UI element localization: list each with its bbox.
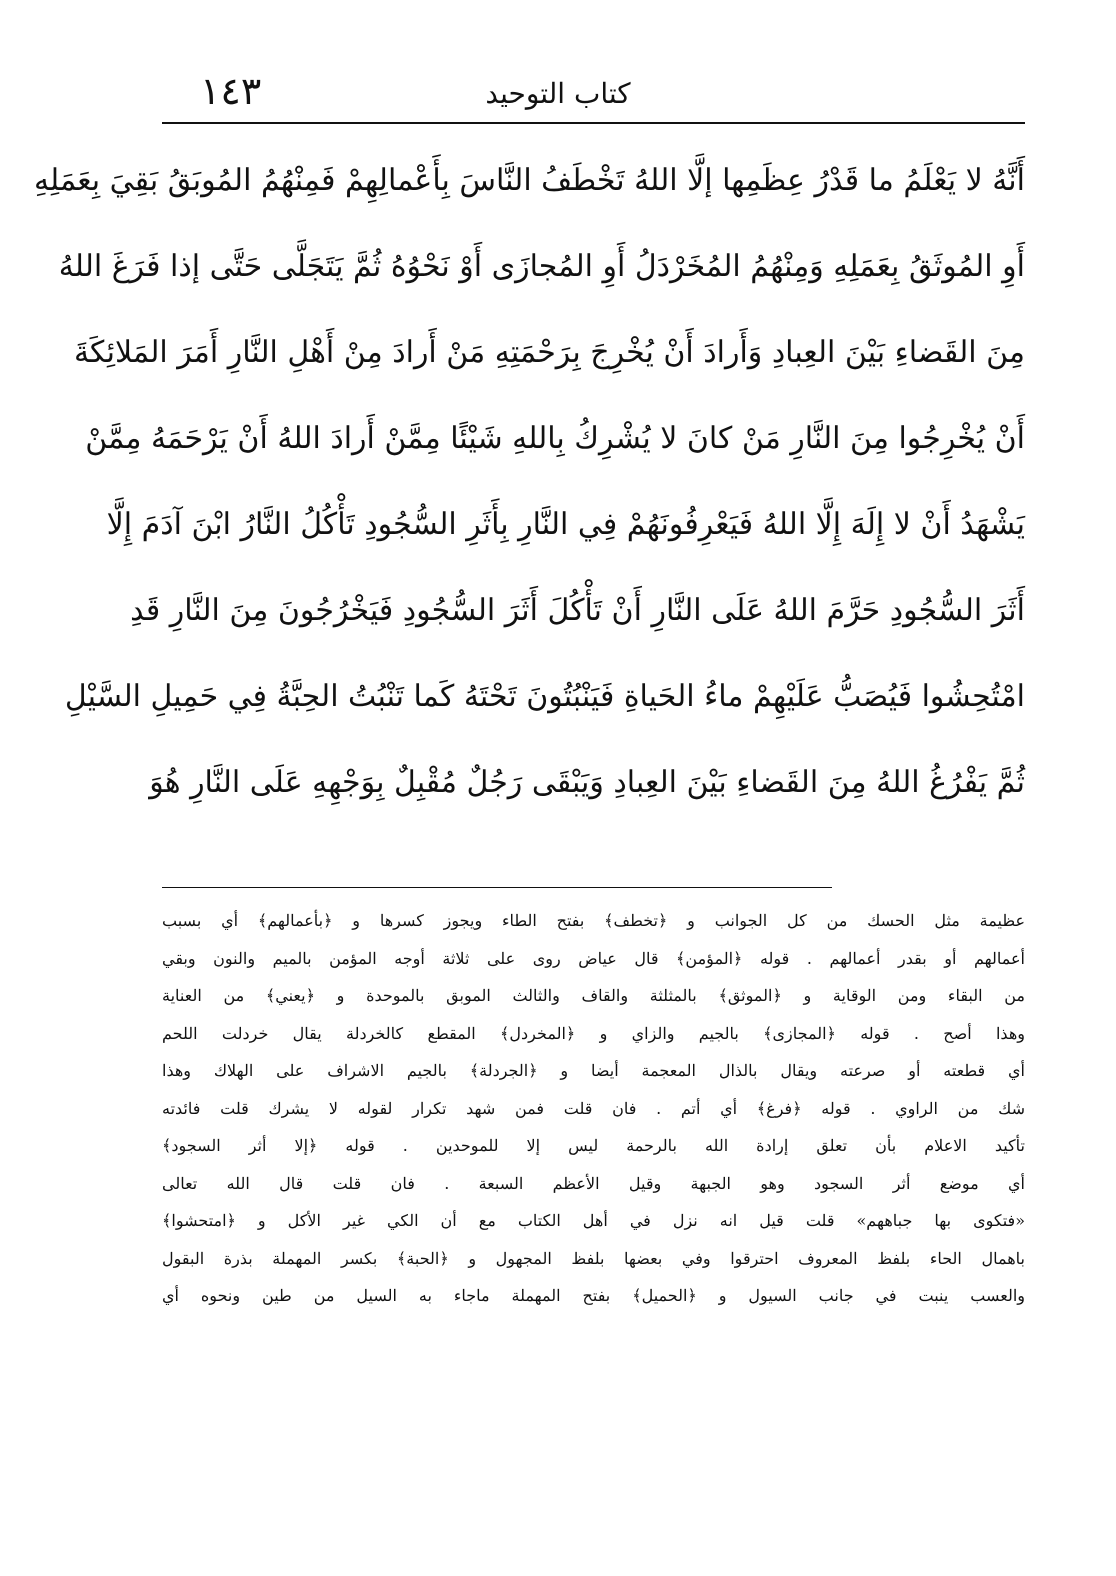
footnote-line: أي قطعته أو صرعته ويقال بالذال المعجمة أيضا و ﴿الجردلة﴾ بالجيم الاشراف على الهلاك وهذا bbox=[162, 1061, 1025, 1080]
main-text-line: امْتُحِشُوا فَيُصَبُّ عَلَيْهِمْ ماءُ الحَياةِ فَيَنْبُتُونَ تَحْتَهُ كَما تَنْبُتُ الحِبَّةُ فِي حَمِيلِ السَّيْلِ bbox=[64, 679, 1025, 714]
main-text-line: أَنَّهُ لا يَعْلَمُ ما قَدْرُ عِظَمِها إلَّا اللهُ تَخْطَفُ النَّاسَ بِأَعْمالِهِمْ فَمِنْهُمُ المُوبَقُ بَقِيَ بِعَمَلِهِ bbox=[33, 163, 1025, 198]
header-rule bbox=[162, 122, 1025, 124]
footnote-line: عظيمة مثل الحسك من كل الجوانب و ﴿تخطف﴾ بفتح الطاء ويجوز كسرها و ﴿بأعمالهم﴾ أي بسبب bbox=[162, 911, 1025, 930]
page-number: ١٤٣ bbox=[200, 69, 262, 113]
footnote-line: «فتكوى بها جباههم» قلت قيل انه نزل في أهل الكتاب مع أن الكي غير الأكل و ﴿امتحشوا﴾ bbox=[162, 1211, 1025, 1230]
main-text-line: مِنَ القَضاءِ بَيْنَ العِبادِ وَأَرادَ أَنْ يُخْرِجَ بِرَحْمَتِهِ مَنْ أَرادَ مِنْ أَهْلِ النَّارِ أَمَرَ المَلائِكَةَ bbox=[73, 335, 1025, 370]
main-text-line: يَشْهَدُ أَنْ لا إِلَهَ إِلَّا اللهُ فَيَعْرِفُونَهُمْ فِي النَّارِ بِأَثَرِ السُّجُودِ تَأْكُلُ النَّارُ ابْنَ آدَمَ إِلَّا bbox=[106, 507, 1025, 542]
footnote-rule bbox=[162, 887, 832, 888]
footnote-line: أعمالهم أو بقدر أعمالهم . قوله ﴿المؤمن﴾ قال عياض روى على ثلاثة أوجه المؤمن بالميم والنون وبقي bbox=[162, 948, 1025, 968]
footnote-line: تأكيد الاعلام بأن تعلق إرادة الله بالرحمة ليس إلا للموحدين . قوله ﴿إلا أثر السجود﴾ bbox=[162, 1136, 1026, 1155]
main-text-line: أَثَرَ السُّجُودِ حَرَّمَ اللهُ عَلَى النَّارِ أَنْ تَأْكُلَ أَثَرَ السُّجُودِ فَيَخْرُجُونَ مِنَ النَّارِ قَدِ bbox=[130, 593, 1025, 628]
main-text-line: ثُمَّ يَفْرُغُ اللهُ مِنَ القَضاءِ بَيْنَ العِبادِ وَيَبْقَى رَجُلٌ مُقْبِلٌ بِوَجْهِهِ عَلَى النَّارِ هُوَ bbox=[149, 765, 1025, 800]
main-text-line: أَوِ المُوثَقُ بِعَمَلِهِ وَمِنْهُمُ المُخَرْدَلُ أَوِ المُجازَى أَوْ نَحْوُهُ ثُمَّ يَتَجَلَّى حَتَّى إذا فَرَغَ اللهُ bbox=[58, 249, 1025, 284]
footnote-line: من البقاء ومن الوقاية و ﴿الموثق﴾ بالمثلثة والقاف والثالث الموبق بالموحدة و ﴿يعني﴾ من العناية bbox=[162, 986, 1025, 1005]
main-text-line: أَنْ يُخْرِجُوا مِنَ النَّارِ مَنْ كانَ لا يُشْرِكُ بِاللهِ شَيْئًا مِمَّنْ أَرادَ اللهُ أَنْ يَرْحَمَهُ مِمَّنْ bbox=[85, 421, 1025, 456]
footnote-line: أي موضع أثر السجود وهو الجبهة وقيل الأعظم السبعة . فان قلت قال الله تعالى bbox=[162, 1173, 1025, 1193]
footnote-line: باهمال الحاء بلفظ المعروف احترقوا وفي بعضها بلفظ المجهول و ﴿الحبة﴾ بكسر المهملة بذرة البقول bbox=[162, 1248, 1025, 1268]
footnote-line: شك من الراوي . قوله ﴿فرغ﴾ أي أتم . فان قلت فمن شهد تكرار لقوله لا يشرك قلت فائدته bbox=[162, 1098, 1025, 1118]
main-text bbox=[33, 138, 1025, 826]
footnotes bbox=[162, 902, 1025, 1315]
footnote-line: وهذا أصح . قوله ﴿المجازى﴾ بالجيم والزاي و ﴿المخردل﴾ المقطع كالخردلة يقال خردلت اللحم bbox=[162, 1023, 1025, 1043]
running-title: كتاب التوحيد bbox=[485, 77, 631, 110]
footnote-line: والعسب ينبت في جانب السيول و ﴿الحميل﴾ بفتح المهملة ماجاء به السيل من طين ونحوه أي bbox=[162, 1286, 1025, 1305]
